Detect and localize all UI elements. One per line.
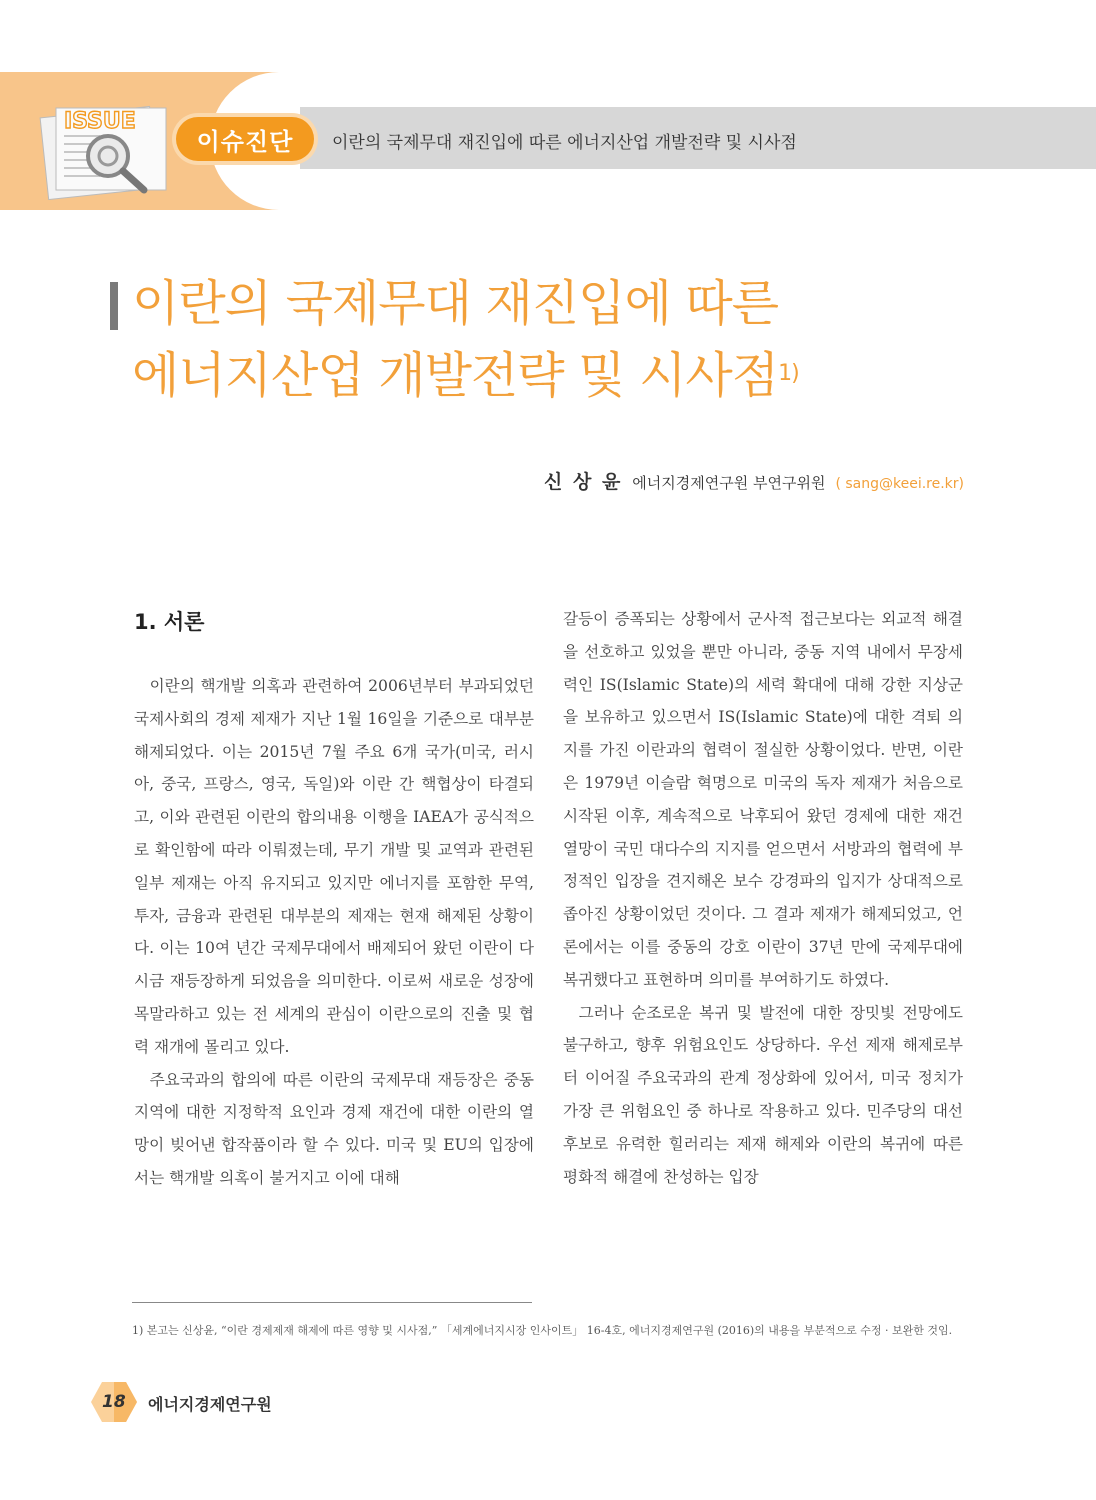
page-number: 18	[102, 1392, 126, 1412]
right-paragraph-1: 갈등이 증폭되는 상황에서 군사적 접근보다는 외교적 해결을 선호하고 있었을 뿐만 아니라, 중동 지역 내에서 무장세력인 IS(Islamic State)의 세력 확대에 대해 강한 지상군을 보유하고 있으면서 IS(Islamic State)에 대한 격퇴 의지를 가진 이란과의 협력이 절실한 상황이었다. 반면, 이란은 1979년 이슬람 혁명으로 미국의 독자 제재가 처음으로 시작된 이후, 계속적으로 낙후되어 왔던 경제에 대한 재건 열망이 국민 대다수의 지지를 얻으면서 서방과의 협력에 부정적인 입장을 견지해온 보수 강경파의 입지가 상대적으로 좁아진 상황이었던 것이다. 그 결과 제재가 해제되었고, 언론에서는 이를 중동의 강호 이란이 37년 만에 국제무대에 복귀했다고 표현하며 의미를 부여하기도 하였다.	[563, 610, 963, 989]
title-line-2	[132, 340, 799, 412]
title-line-2-text: 에너지산업 개발전략 및 시사점	[132, 347, 779, 404]
left-paragraph-1: 이란의 핵개발 의혹과 관련하여 2006년부터 부과되었던 국제사회의 경제 제재가 지난 1월 16일을 기준으로 대부분 해제되었다. 이는 2015년 7월 주요 6개 국가(미국, 러시아, 중국, 프랑스, 영국, 독일)와 이란 간 핵협상이 타결되고, 이와 관련된 이란의 합의내용 이행을 IAEA가 공식적으로 확인함에 따라 이뤄졌는데, 무기 개발 및 교역과 관련된 일부 제재는 아직 유지되고 있지만 에너지를 포함한 무역, 투자, 금융과 관련된 대부분의 제재는 현재 해제된 상황이다. 이는 10여 년간 국제무대에서 배제되어 왔던 이란이 다시금 재등장하게 되었음을 의미한다. 이로써 새로운 성장에 목말라하고 있는 전 세계의 관심이 이란으로의 진출 및 협력 재개에 몰리고 있다.	[134, 677, 534, 1056]
title-marker-bar	[110, 282, 118, 330]
newspaper-magnifier-icon	[34, 92, 184, 200]
author-line	[544, 467, 964, 494]
title-footnote-mark: 1)	[778, 361, 799, 386]
section-badge: 이슈진단	[176, 117, 314, 161]
page-title	[132, 268, 799, 412]
issue-logo-text: ISSUE	[64, 109, 136, 134]
left-column	[134, 670, 534, 1195]
author-name: 신 상 윤	[544, 471, 623, 493]
section-heading: 1. 서론	[134, 610, 205, 634]
footnote-divider	[132, 1302, 532, 1303]
running-title: 이란의 국제무대 재진입에 따른 에너지산업 개발전략 및 시사점	[332, 133, 797, 153]
right-paragraph-2: 그러나 순조로운 복귀 및 발전에 대한 장밋빛 전망에도 불구하고, 향후 위험요인도 상당하다. 우선 제재 해제로부터 이어질 주요국과의 관계 정상화에 있어서, 미국 정치가 가장 큰 위험요인 중 하나로 작용하고 있다. 민주당의 대선 후보로 유력한 힐러리는 제재 해제와 이란의 복귀에 따른 평화적 해결에 찬성하는 입장	[563, 1003, 963, 1186]
right-column	[563, 603, 963, 1193]
author-affiliation: 에너지경제연구원 부연구위원	[632, 474, 826, 492]
footnote: 1) 본고는 신상윤, “이란 경제제재 해제에 따른 영향 및 시사점,” 「세계에너지시장 인사이트」 16-4호, 에너지경제연구원 (2016)의 내용을 부분적으로 수정 · 보완한 것임.	[132, 1324, 953, 1337]
publisher-name: 에너지경제연구원	[148, 1395, 272, 1414]
author-email: ( sang@keei.re.kr)	[835, 476, 964, 492]
title-line-1: 이란의 국제무대 재진입에 따른	[132, 275, 779, 332]
left-paragraph-2: 주요국과의 합의에 따른 이란의 국제무대 재등장은 중동 지역에 대한 지정학적 요인과 경제 재건에 대한 이란의 열망이 빚어낸 합작품이라 할 수 있다. 미국 및 EU의 입장에서는 핵개발 의혹이 불거지고 이에 대해	[134, 1070, 534, 1187]
